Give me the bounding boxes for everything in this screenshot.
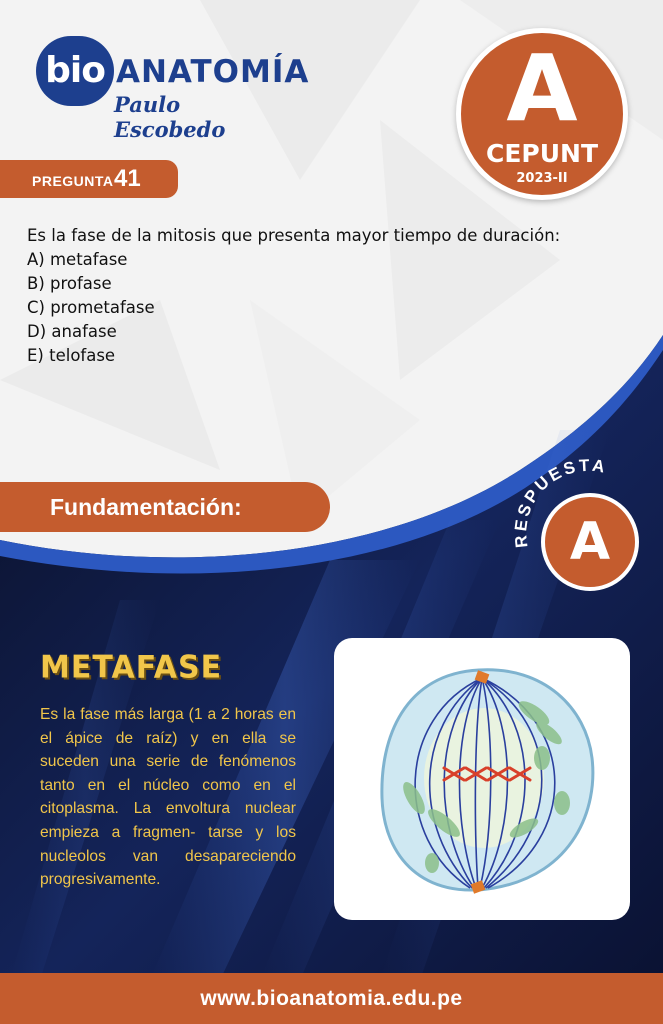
- explanation-body: Es la fase más larga (1 a 2 horas en el ápice de raíz) y en ella se suceden una serie de fenómenos tanto en el núcleo como en el citoplasma. La envoltura nuclear empieza a fragmen- tarse y los nucleolos van desapareciendo progresivamente.: [40, 706, 296, 889]
- question-text: Es la fase de la mitosis que presenta mayor tiempo de duración:: [27, 226, 561, 245]
- question-tab: [0, 160, 178, 198]
- exam-badge: [456, 28, 628, 200]
- option-d: D) anafase: [27, 322, 117, 341]
- question-block: [27, 226, 637, 370]
- exam-name: CEPUNT: [485, 139, 599, 168]
- exam-letter: A: [506, 35, 578, 142]
- option-e: E) telofase: [27, 346, 116, 365]
- logo-bio-mark: bio: [36, 36, 114, 106]
- question-label: PREGUNTA: [32, 173, 114, 189]
- explanation-title: METAFASE: [40, 649, 223, 686]
- answer-label-text: RESPUESTA: [511, 455, 610, 549]
- option-c: C) prometafase: [27, 298, 155, 317]
- metaphase-illustration: [334, 638, 630, 920]
- exam-period: 2023-II: [516, 171, 568, 186]
- metaphase-cell-image: [334, 638, 630, 920]
- footer-website[interactable]: www.bioanatomia.edu.pe: [0, 973, 663, 1024]
- answer-badge: A: [541, 493, 639, 591]
- option-a: A) metafase: [27, 250, 128, 269]
- logo-wordmark: ANATOMÍA: [116, 54, 310, 90]
- question-number: 41: [114, 165, 141, 192]
- logo-author: Paulo Escobedo: [114, 92, 226, 142]
- explanation-heading: Fundamentación:: [0, 482, 330, 532]
- bioanatomia-logo: [36, 34, 310, 142]
- option-b: B) profase: [27, 274, 112, 293]
